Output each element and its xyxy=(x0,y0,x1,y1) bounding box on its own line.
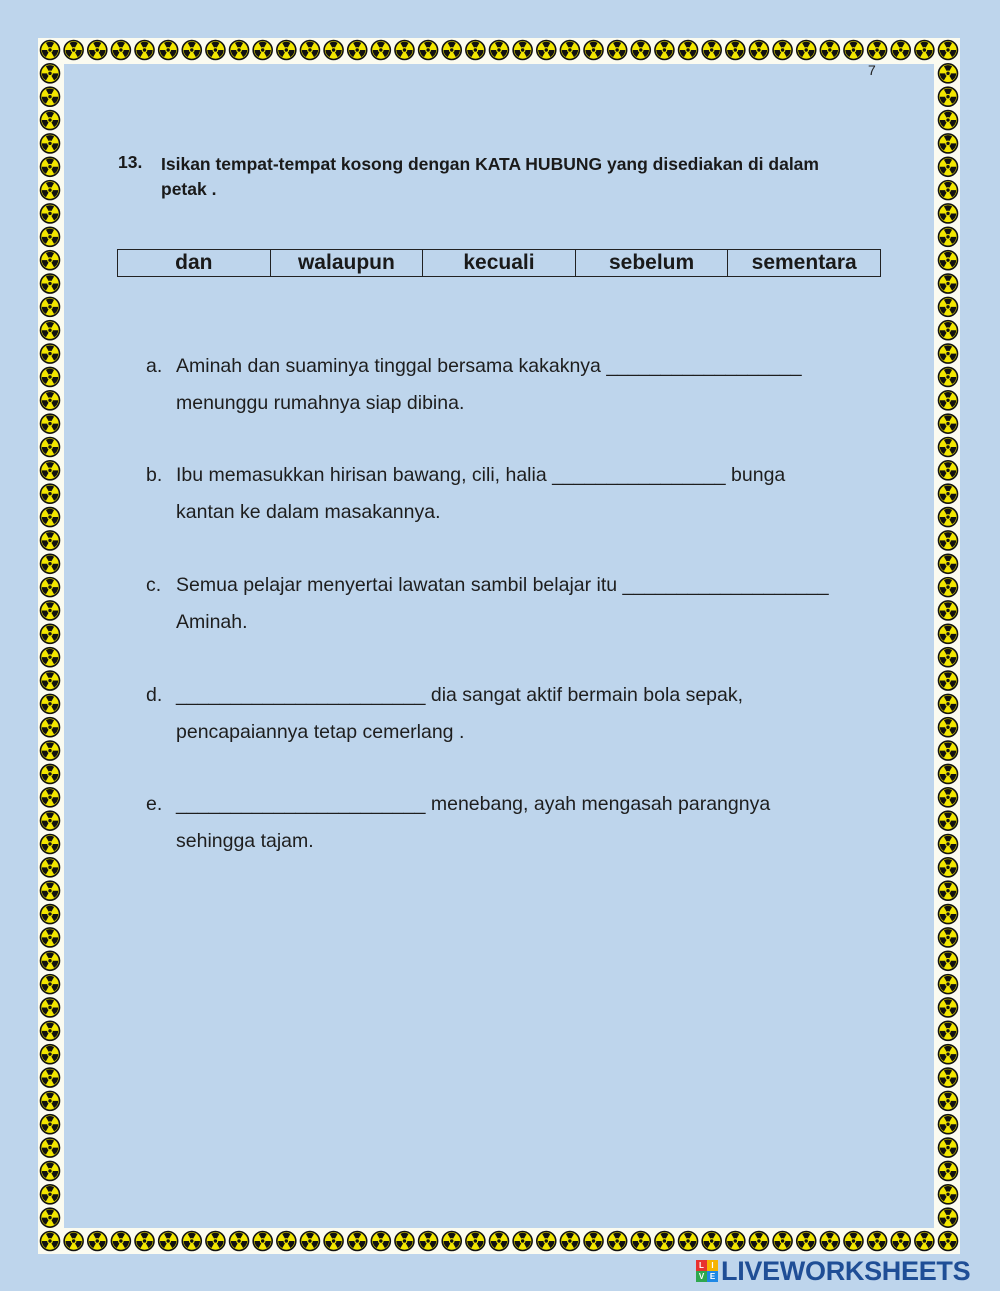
radiation-icon xyxy=(300,1232,319,1251)
radiation-icon xyxy=(41,391,60,410)
radiation-icon xyxy=(41,858,60,877)
item-line-1[interactable]: Aminah dan suaminya tinggal bersama kakaknya __________________ xyxy=(176,355,802,377)
radiation-icon xyxy=(939,694,958,713)
radiation-icon xyxy=(253,1232,272,1251)
radiation-icon xyxy=(41,438,60,457)
question-number: 13. xyxy=(118,152,143,172)
radiation-icon xyxy=(253,41,272,60)
word-option: dan xyxy=(118,250,271,277)
radiation-icon xyxy=(631,1232,650,1251)
radiation-icon xyxy=(41,461,60,480)
radiation-icon xyxy=(939,788,958,807)
radiation-icon xyxy=(41,671,60,690)
radiation-icon xyxy=(537,1232,556,1251)
radiation-icon xyxy=(41,227,60,246)
radiation-icon xyxy=(41,157,60,176)
radiation-icon xyxy=(655,1232,674,1251)
radiation-icon xyxy=(939,741,958,760)
radiation-icon xyxy=(939,344,958,363)
radiation-icon xyxy=(939,648,958,667)
radiation-icon xyxy=(300,41,319,60)
radiation-icon xyxy=(939,251,958,270)
radiation-icon xyxy=(41,111,60,130)
radiation-icon xyxy=(939,671,958,690)
item-label: a. xyxy=(146,355,163,377)
radiation-icon xyxy=(726,41,745,60)
radiation-icon xyxy=(41,1161,60,1180)
radiation-icon xyxy=(939,157,958,176)
radiation-icon xyxy=(324,1232,343,1251)
radiation-icon xyxy=(939,835,958,854)
radiation-icon xyxy=(939,227,958,246)
radiation-icon xyxy=(41,694,60,713)
radiation-icon xyxy=(64,1232,83,1251)
radiation-icon xyxy=(41,975,60,994)
radiation-icon xyxy=(41,64,60,83)
word-option: walaupun xyxy=(270,250,423,277)
radiation-icon xyxy=(490,41,509,60)
radiation-icon xyxy=(773,41,792,60)
radiation-icon xyxy=(466,41,485,60)
radiation-icon xyxy=(939,64,958,83)
radiation-icon xyxy=(939,1068,958,1087)
radiation-icon xyxy=(797,41,816,60)
radiation-icon xyxy=(41,321,60,340)
radiation-icon xyxy=(939,508,958,527)
radiation-icon xyxy=(41,204,60,223)
radiation-icon xyxy=(41,1091,60,1110)
radiation-icon xyxy=(939,554,958,573)
radiation-icon xyxy=(277,1232,296,1251)
radiation-icon xyxy=(41,344,60,363)
radiation-icon xyxy=(655,41,674,60)
radiation-icon xyxy=(513,1232,532,1251)
item-line-2: Aminah. xyxy=(176,611,248,633)
radiation-icon xyxy=(41,764,60,783)
radiation-icon xyxy=(939,438,958,457)
item-line-2: kantan ke dalam masakannya. xyxy=(176,501,441,523)
radiation-icon xyxy=(395,1232,414,1251)
radiation-icon xyxy=(939,951,958,970)
radiation-icon xyxy=(915,41,934,60)
radiation-icon xyxy=(939,1161,958,1180)
radiation-icon xyxy=(182,41,201,60)
radiation-icon xyxy=(939,297,958,316)
question-instruction: Isikan tempat-tempat kosong dengan KATA HUBUNG yang disediakan di dalam petak . xyxy=(161,154,819,199)
radiation-icon xyxy=(277,41,296,60)
radiation-icon xyxy=(135,1232,154,1251)
radiation-icon xyxy=(442,1232,461,1251)
radiation-icon xyxy=(939,1185,958,1204)
item-label: c. xyxy=(146,574,162,596)
radiation-icon xyxy=(939,484,958,503)
radiation-icon xyxy=(111,1232,130,1251)
radiation-icon xyxy=(206,1232,225,1251)
radiation-icon xyxy=(41,1208,60,1227)
radiation-icon xyxy=(41,181,60,200)
radiation-icon xyxy=(844,1232,863,1251)
item-label: b. xyxy=(146,464,163,486)
radiation-icon xyxy=(41,881,60,900)
radiation-icon xyxy=(939,1021,958,1040)
radiation-icon xyxy=(41,1232,60,1251)
word-option: sementara xyxy=(728,250,881,277)
radiation-icon xyxy=(41,41,60,60)
radiation-icon xyxy=(348,41,367,60)
radiation-icon xyxy=(41,788,60,807)
radiation-icon xyxy=(182,1232,201,1251)
radiation-icon xyxy=(939,87,958,106)
radiation-icon xyxy=(939,1232,958,1251)
radiation-icon xyxy=(41,741,60,760)
radiation-icon xyxy=(939,41,958,60)
radiation-icon xyxy=(41,274,60,293)
radiation-icon xyxy=(939,601,958,620)
radiation-icon xyxy=(88,1232,107,1251)
radiation-icon xyxy=(939,461,958,480)
radiation-icon xyxy=(159,41,178,60)
radiation-icon xyxy=(939,1091,958,1110)
radiation-icon xyxy=(939,134,958,153)
radiation-icon xyxy=(939,367,958,386)
radiation-icon xyxy=(939,1208,958,1227)
radiation-icon xyxy=(41,624,60,643)
radiation-icon xyxy=(939,1138,958,1157)
radiation-icon xyxy=(41,484,60,503)
radiation-icon xyxy=(41,1138,60,1157)
radiation-icon xyxy=(939,414,958,433)
radiation-icon xyxy=(939,905,958,924)
radiation-icon xyxy=(679,1232,698,1251)
brand-name: LIVEWORKSHEETS xyxy=(721,1255,971,1286)
radiation-icon xyxy=(41,998,60,1017)
radiation-icon xyxy=(537,41,556,60)
radiation-icon xyxy=(41,531,60,550)
radiation-icon xyxy=(702,41,721,60)
radiation-icon xyxy=(64,41,83,60)
radiation-icon xyxy=(939,998,958,1017)
radiation-icon xyxy=(939,204,958,223)
radiation-icon xyxy=(915,1232,934,1251)
radiation-icon xyxy=(442,41,461,60)
radiation-icon xyxy=(41,554,60,573)
radiation-icon xyxy=(939,531,958,550)
word-option: sebelum xyxy=(575,250,728,277)
radiation-icon xyxy=(891,1232,910,1251)
radiation-icon xyxy=(324,41,343,60)
radiation-icon xyxy=(939,764,958,783)
radiation-icon xyxy=(749,1232,768,1251)
radiation-icon xyxy=(41,1045,60,1064)
radiation-icon xyxy=(631,41,650,60)
radiation-icon xyxy=(584,41,603,60)
word-option: kecuali xyxy=(423,250,576,277)
radiation-icon xyxy=(41,718,60,737)
radiation-icon xyxy=(608,41,627,60)
radiation-icon xyxy=(41,367,60,386)
radiation-icon xyxy=(41,414,60,433)
radiation-icon xyxy=(844,41,863,60)
item-line-2: sehingga tajam. xyxy=(176,830,314,852)
radiation-icon xyxy=(939,391,958,410)
radiation-icon xyxy=(135,41,154,60)
radiation-icon xyxy=(679,41,698,60)
radiation-icon xyxy=(41,1021,60,1040)
radiation-icon xyxy=(41,905,60,924)
radiation-icon xyxy=(939,811,958,830)
radiation-icon xyxy=(939,1115,958,1134)
radiation-icon xyxy=(41,297,60,316)
radiation-icon xyxy=(560,41,579,60)
logo-letter: I xyxy=(707,1260,718,1271)
radiation-icon xyxy=(773,1232,792,1251)
radiation-icon xyxy=(891,41,910,60)
item-label: d. xyxy=(146,684,163,706)
radiation-icon xyxy=(868,41,887,60)
radiation-icon xyxy=(939,111,958,130)
item-label: e. xyxy=(146,793,163,815)
logo-letter: E xyxy=(707,1271,718,1282)
radiation-icon xyxy=(111,41,130,60)
page-number: 7 xyxy=(868,62,876,78)
radiation-icon xyxy=(797,1232,816,1251)
radiation-icon xyxy=(371,41,390,60)
item-line-1[interactable]: Semua pelajar menyertai lawatan sambil belajar itu ___________________ xyxy=(176,574,829,596)
radiation-icon xyxy=(41,928,60,947)
radiation-icon xyxy=(939,578,958,597)
radiation-icon xyxy=(939,1045,958,1064)
radiation-icon xyxy=(560,1232,579,1251)
radiation-icon xyxy=(41,1068,60,1087)
logo-letter: V xyxy=(696,1271,707,1282)
radiation-icon xyxy=(41,1115,60,1134)
radiation-icon xyxy=(513,41,532,60)
radiation-icon xyxy=(419,1232,438,1251)
radiation-icon xyxy=(939,274,958,293)
radiation-icon xyxy=(41,578,60,597)
radiation-icon xyxy=(939,181,958,200)
radiation-icon xyxy=(41,951,60,970)
radiation-icon xyxy=(41,601,60,620)
radiation-icon xyxy=(88,41,107,60)
radiation-icon xyxy=(868,1232,887,1251)
radiation-icon xyxy=(939,624,958,643)
radiation-icon xyxy=(230,1232,249,1251)
radiation-icon xyxy=(206,41,225,60)
radiation-icon xyxy=(419,41,438,60)
radiation-icon xyxy=(41,811,60,830)
logo-letter: L xyxy=(696,1260,707,1271)
item-line-2: pencapaiannya tetap cemerlang . xyxy=(176,721,465,743)
radiation-icon xyxy=(490,1232,509,1251)
radiation-icon xyxy=(939,858,958,877)
liveworksheets-logo[interactable] xyxy=(696,1256,970,1286)
radiation-icon xyxy=(348,1232,367,1251)
radiation-icon xyxy=(230,41,249,60)
radiation-icon xyxy=(584,1232,603,1251)
item-line-2: menunggu rumahnya siap dibina. xyxy=(176,392,465,414)
radiation-icon xyxy=(41,835,60,854)
radiation-icon xyxy=(41,251,60,270)
radiation-icon xyxy=(820,41,839,60)
radiation-icon xyxy=(820,1232,839,1251)
radiation-icon xyxy=(726,1232,745,1251)
item-line-1[interactable]: Ibu memasukkan hirisan bawang, cili, halia ________________ bunga xyxy=(176,464,786,486)
item-line-1[interactable]: _______________________ dia sangat aktif bermain bola sepak, xyxy=(176,684,744,706)
radiation-icon xyxy=(41,508,60,527)
radiation-icon xyxy=(466,1232,485,1251)
logo-icon xyxy=(696,1260,718,1282)
radiation-icon xyxy=(159,1232,178,1251)
radiation-icon xyxy=(749,41,768,60)
radiation-icon xyxy=(371,1232,390,1251)
radiation-icon xyxy=(939,881,958,900)
radiation-icon xyxy=(939,928,958,947)
radiation-icon xyxy=(41,1185,60,1204)
radiation-icon xyxy=(395,41,414,60)
word-box xyxy=(117,249,881,277)
radiation-icon xyxy=(41,648,60,667)
radiation-icon xyxy=(41,87,60,106)
radiation-icon xyxy=(939,321,958,340)
item-line-1[interactable]: _______________________ menebang, ayah mengasah parangnya xyxy=(176,793,771,815)
radiation-icon xyxy=(939,975,958,994)
radiation-icon xyxy=(939,718,958,737)
radiation-icon xyxy=(41,134,60,153)
radiation-icon xyxy=(702,1232,721,1251)
radiation-icon xyxy=(608,1232,627,1251)
